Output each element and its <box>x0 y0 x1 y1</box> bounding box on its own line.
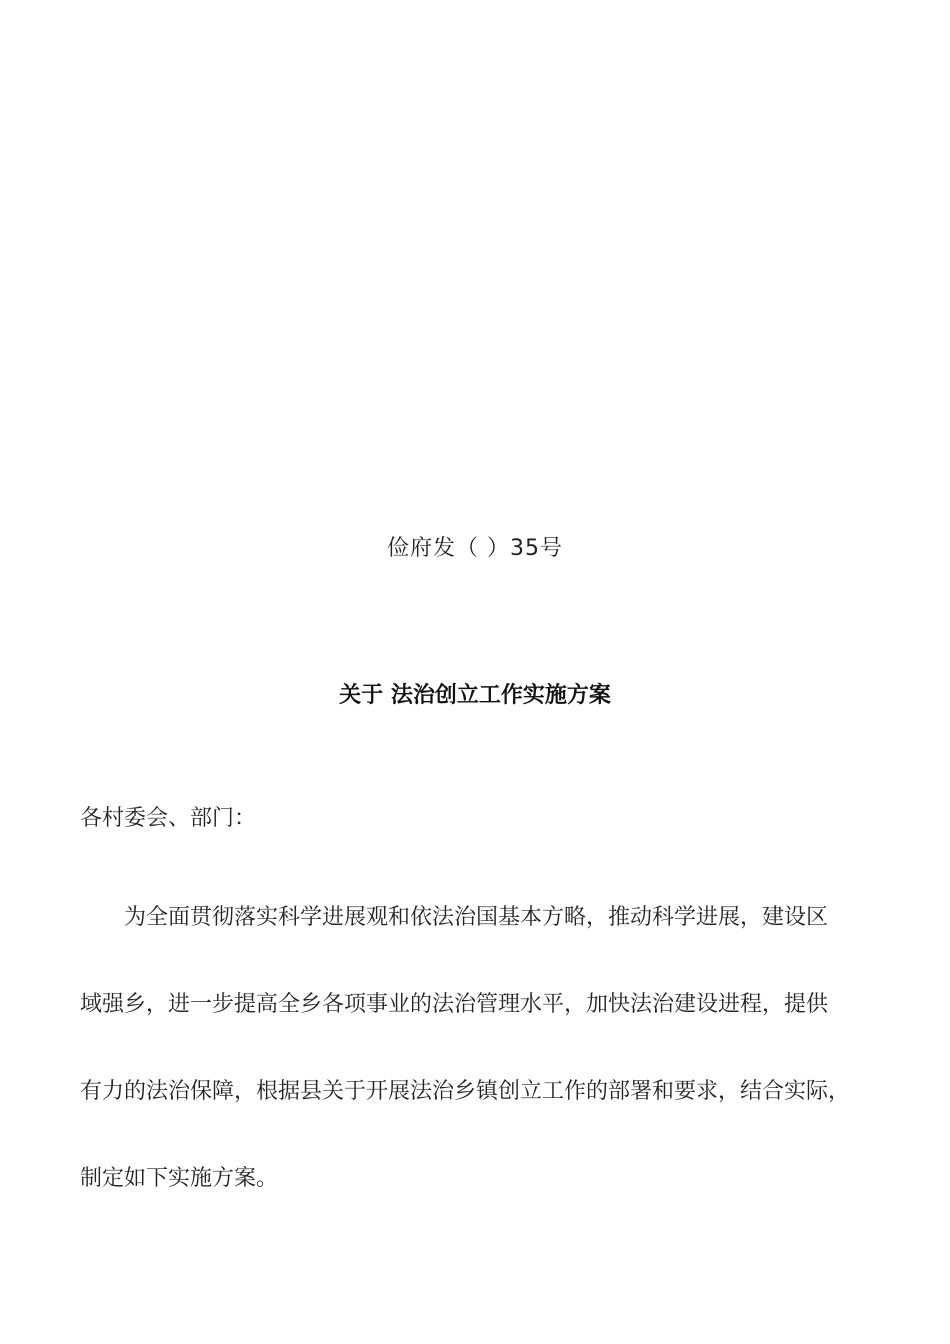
body-line: 为全面贯彻落实科学进展观和依法治国基本方略，推动科学进展，建设区 <box>124 905 829 930</box>
body-line: 域强乡，进一步提高全乡各项事业的法治管理水平，加快法治建设进程，提供 <box>80 992 829 1017</box>
body-line: 有力的法治保障，根据县关于开展法治乡镇创立工作的部署和要求，结合实际， <box>80 1079 851 1104</box>
document-title: 关于 法治创立工作实施方案 <box>339 683 611 708</box>
document-number: 俭府发（ ）35号 <box>387 536 563 561</box>
body-line: 制定如下实施方案。 <box>80 1166 279 1191</box>
body-paragraph <box>80 874 880 1222</box>
salutation: 各村委会、部门： <box>80 806 257 831</box>
